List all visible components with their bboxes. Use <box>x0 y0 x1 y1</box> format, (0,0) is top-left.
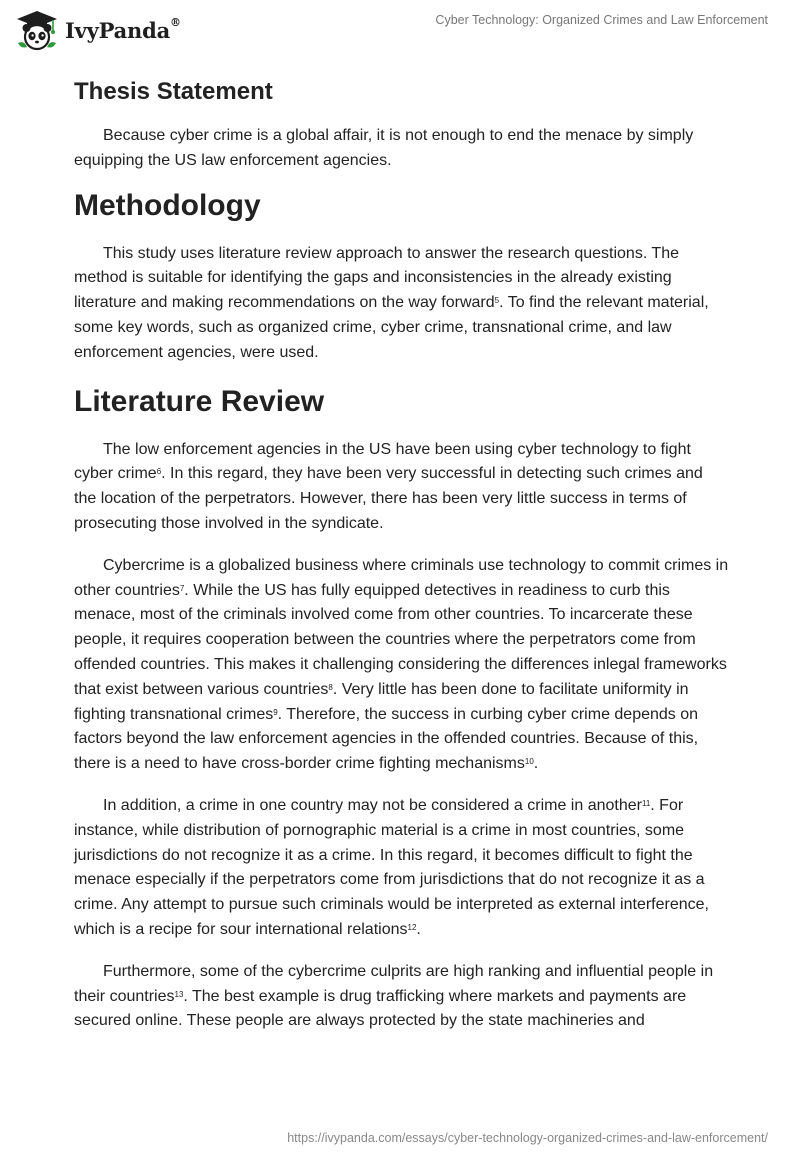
methodology-paragraph: This study uses literature review approach to answer the research questions. The method is suitable for identifying the gaps and inconsistencies in the already existing literature and making recommendations on the way forward$^5$. To find the relevant material, some key words, such as organized crime, cyber crime, transnational crime, and law enforcement agencies, were used. <box>74 244 709 361</box>
methodology-heading: Methodology <box>74 188 261 222</box>
literature-paragraph: Cybercrime is a globalized business where criminals use technology to commit crimes in other countries$^7$. While the US has fully equipped detectives in readiness to curb this menace, most of the criminals involved come from other countries. To incarcerate these people, it requires cooperation between the countries where the perpetrators come from offended countries. This makes it challenging considering the differences inlegal frameworks that exist between various countries$^8$. Very little has been done to facilitate uniformity in fighting transnational crimes$^9$. Therefore, the success in curbing cyber crime depends on factors beyond the law enforcement agencies in the offended countries. Because of this, there is a need to have cross-border crime fighting mechanisms$^{10}$. <box>74 556 729 773</box>
footnote-ref[interactable]: 6 <box>156 467 162 477</box>
literature-paragraph: Furthermore, some of the cybercrime culprits are high ranking and influential people in their countries$^{13}$. The best example is drug trafficking where markets and payments are secured online. These people are always protected by the state machineries and <box>74 962 714 1030</box>
thesis-heading: Thesis Statement <box>74 78 273 105</box>
literature-paragraph: In addition, a crime in one country may not be considered a crime in another$^{11}$. For instance, while distribution of pornographic material is a crime in most countries, some jurisdictions do not recognize it as a crime. In this regard, it becomes difficult to fight the menace especially if the perpetrators come from jurisdictions that do not recognize it as a crime. Any attempt to pursue such criminals would be interpreted as external interference, which is a recipe for sour international relations$^{12}$. <box>74 796 709 938</box>
footnote-ref[interactable]: 11 <box>641 798 651 808</box>
ivypanda-logo[interactable] <box>15 9 181 51</box>
literature-review-heading: Literature Review <box>74 384 325 418</box>
page-header <box>0 0 800 60</box>
footnote-ref[interactable]: 10 <box>524 757 534 767</box>
footnote-ref[interactable]: 7 <box>179 583 185 593</box>
panda-graduate-icon <box>15 9 59 51</box>
thesis-paragraph: Because cyber crime is a global affair, it is not enough to end the menace by simply equipping the US law enforcement agencies. <box>74 127 694 169</box>
source-url-link[interactable]: https://ivypanda.com/essays/cyber-technology-organized-crimes-and-law-enforcement/ <box>287 1131 768 1145</box>
literature-paragraph: The low enforcement agencies in the US have been using cyber technology to fight cyber crime$^6$. In this regard, they have been very successful in detecting such crimes and the location of the perpetrators. However, there has been very little success in terms of prosecuting those involved in the syndicate. <box>74 440 703 532</box>
logo-wordmark: IvyPanda® <box>65 15 181 43</box>
document-title: Cyber Technology: Organized Crimes and Law Enforcement <box>435 13 768 27</box>
footnote-ref[interactable]: 8 <box>328 682 333 692</box>
essay-content <box>74 70 729 1034</box>
footnote-ref[interactable]: 9 <box>273 707 278 717</box>
footnote-ref[interactable]: 12 <box>407 922 417 932</box>
footnote-ref[interactable]: 13 <box>174 989 184 999</box>
footnote-ref[interactable]: 5 <box>494 296 500 306</box>
